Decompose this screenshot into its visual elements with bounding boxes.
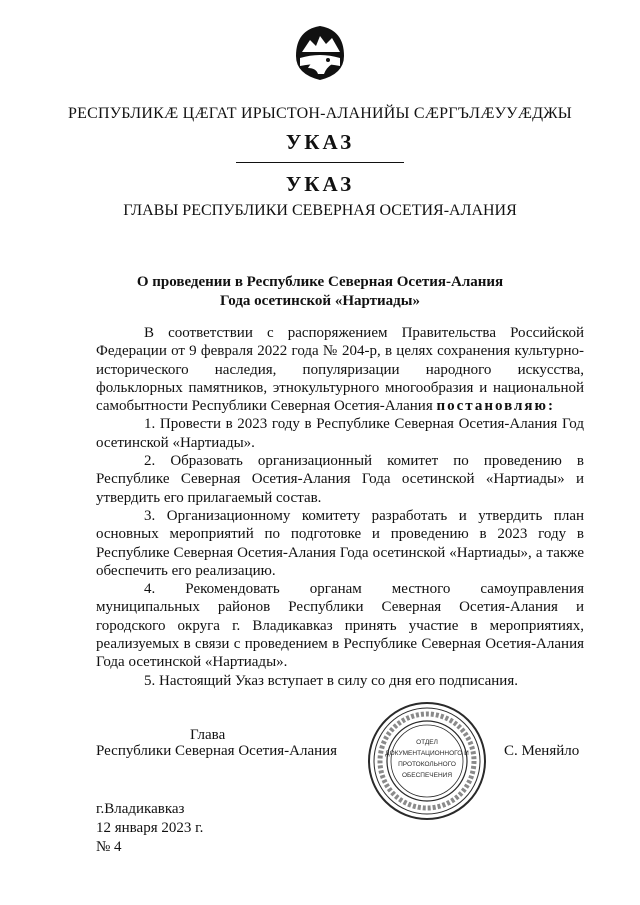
decree-item: 2. Образовать организационный комитет по проведению в Республике Северная Осетия-Алания Года осетинской «Нартиады» и утвердить его прилагаемый состав. <box>96 453 584 506</box>
city: г.Владикавказ <box>96 801 185 817</box>
ukaz-heading-ossetian: УКАЗ <box>285 130 355 154</box>
signatory-name: С. Меняйло <box>504 743 580 759</box>
header-divider <box>236 162 404 163</box>
coat-of-arms-icon <box>288 22 352 84</box>
stamp-line: ПРОТОКОЛЬНОГО <box>398 761 456 768</box>
decree-item: 5. Настоящий Указ вступает в силу со дня его подписания. <box>144 672 518 689</box>
head-title: ГЛАВЫ РЕСПУБЛИКИ СЕВЕРНАЯ ОСЕТИЯ-АЛАНИЯ <box>123 202 517 219</box>
preamble-paragraph <box>96 324 584 415</box>
ossetian-title: РЕСПУБЛИКÆ ЦÆГАТ ИРЫСТОН-АЛАНИЙЫ СÆРГЪЛÆУУÆДЖЫ <box>68 105 572 122</box>
signatory-organization: Республики Северная Осетия-Алания <box>96 743 338 759</box>
stamp-line: ДОКУМЕНТАЦИОННОГО И <box>385 750 469 757</box>
decree-item: 3. Организационному комитету разработать и утвердить план основных мероприятий по подготовке и проведению в 2023 году в Республике Северная Осетия-Алания Года осетинской «Нартиады», а также обеспечить его реализацию. <box>96 507 584 579</box>
decree-word: постановляю: <box>436 398 555 415</box>
document-footer <box>96 800 203 857</box>
subject-line-2: Года осетинской «Нартиады» <box>220 293 420 309</box>
ukaz-heading-russian: УКАЗ <box>285 172 355 196</box>
decree-item: 1. Провести в 2023 году в Республике Северная Осетия-Алания Год осетинской «Нартиады». <box>96 416 584 451</box>
signatory-title: Глава <box>190 727 226 743</box>
stamp-line: ОТДЕЛ <box>416 739 438 746</box>
subject-line-1: О проведении в Республике Северная Осетия-Алания <box>136 274 504 290</box>
decree-body <box>96 324 584 690</box>
document-number: № 4 <box>96 839 122 855</box>
date: 12 января 2023 г. <box>96 820 204 836</box>
stamp-line: ОБЕСПЕЧЕНИЯ <box>401 772 453 779</box>
preamble-text: В соответствии с распоряжением Правительства Российской Федерации от 9 февраля 2022 года № 204-р, в целях сохранения культурно-исторического наследия, популяризации народного искусства, фольклорных памятников, этнокультурного многообразия и национальной самобытности Республики Северная Осетия-Алания <box>96 325 584 415</box>
round-seal-icon <box>362 700 492 822</box>
decree-item: 4. Рекомендовать органам местного самоуправления муниципальных районов Республики Северная Осетия-Алания и городского округа г. Владикавказ принять участие в мероприятиях, реализуемых в связи с проведением в Республике Северная Осетия-Алания Года осетинской «Нартиады». <box>96 581 584 671</box>
